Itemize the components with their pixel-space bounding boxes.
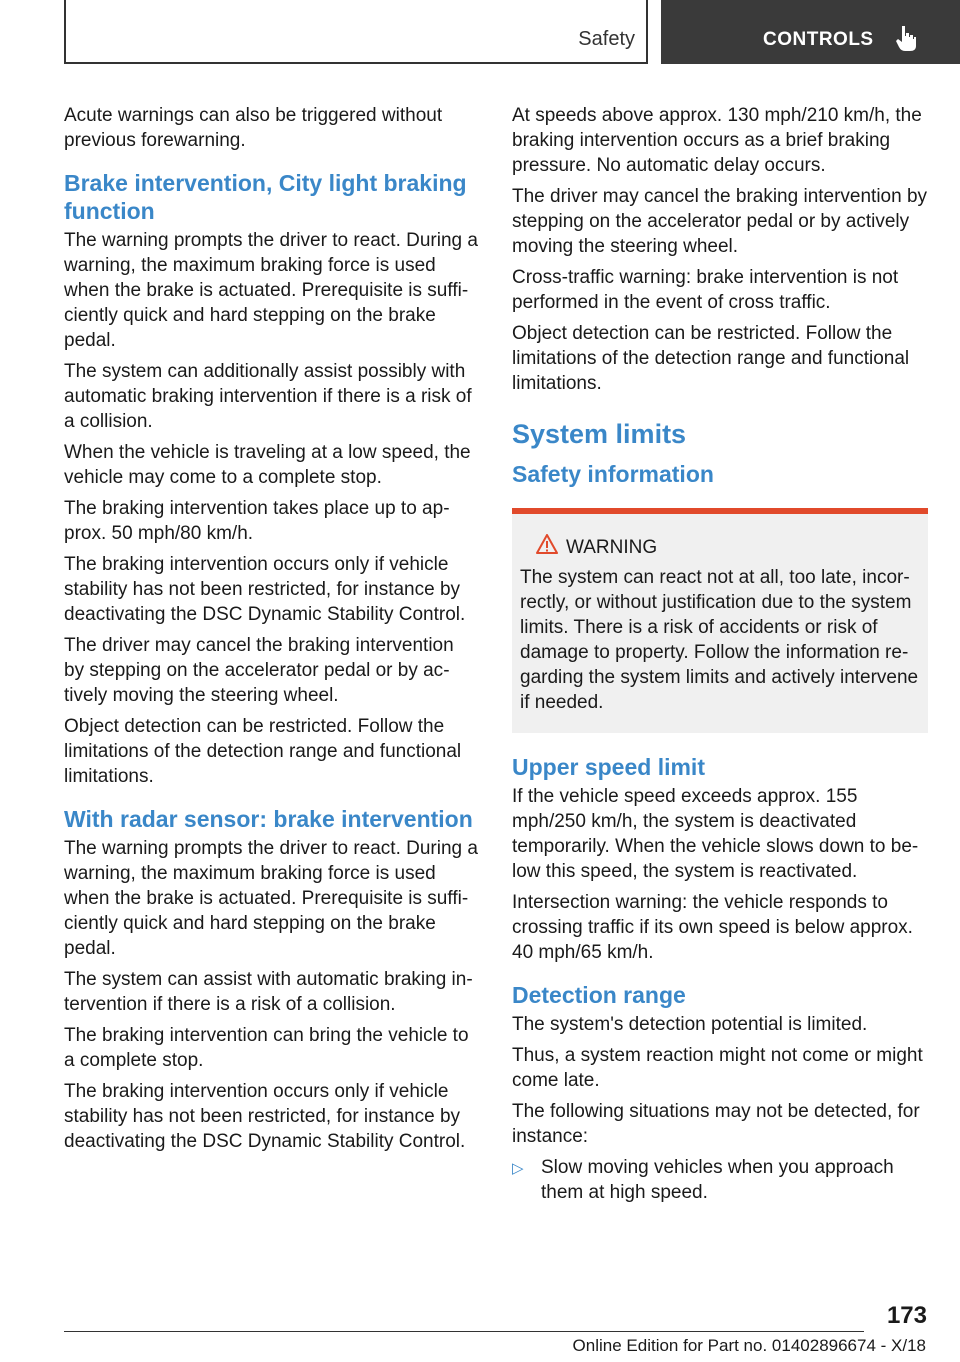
section-heading-radar-sensor: With radar sensor: brake intervention [64,806,473,832]
section-heading-detection-range: Detection range [512,982,686,1008]
paragraph: The following situations may not be detected, for instance: [512,1101,920,1147]
footer-edition-text: Online Edition for Part no. 01402896674 - X/18 [572,1336,926,1355]
section-heading-safety-information: Safety information [512,461,714,487]
paragraph: The braking intervention can bring the vehicle to a complete stop. [64,1025,469,1071]
paragraph: The braking intervention takes place up to approx. 50 mph/80 km/h. [64,498,450,544]
paragraph: The driver may cancel the braking intervention by stepping on the accelerator pedal or by actively moving the steering wheel. [512,186,928,257]
section-heading-upper-speed-limit: Upper speed limit [512,754,705,780]
bullet-triangle-icon: ▷ [512,1160,524,1177]
warning-label: WARNING [566,537,658,558]
paragraph: The system's detection potential is limited. [512,1014,868,1035]
chapter-tab-label: CONTROLS [763,29,874,50]
paragraph: The braking intervention occurs only if vehicle stability has not been restricted, for instance by deactivating the DSC Dynamic Stability Control. [64,554,466,625]
list-item [512,1155,928,1205]
paragraph: The warning prompts the driver to react. During a warning, the maximum braking force is used when the brake is actuated. Prerequisite is sufficiently quick and hard stepping on the brake pedal. [64,838,478,959]
chapter-heading-system-limits: System limits [512,419,687,449]
left-column [64,103,478,1160]
paragraph: Object detection can be restricted. Follow the limitations of the detection range and functional limitations. [512,323,910,394]
paragraph: Cross-traffic warning: brake intervention is not performed in the event of cross traffic. [512,267,899,313]
header-section-title: Safety [578,28,635,50]
warning-text: The system can react not at all, too late, incorrectly, or without justification due to the system limits. There is a risk of accidents or risk of damage to property. Follow the information regarding the system limits and actively intervene if needed. [520,567,919,713]
paragraph: Intersection warning: the vehicle responds to crossing traffic if its own speed is below approx. 40 mph/65 km/h. [512,892,913,963]
page-number: 173 [886,1302,927,1329]
list-item-text: Slow moving vehicles when you approach them at high speed. [541,1157,894,1203]
paragraph: At speeds above approx. 130 mph/210 km/h, the braking intervention occurs as a brief braking pressure. No automatic delay occurs. [512,105,922,176]
paragraph: The system can additionally assist possibly with automatic braking intervention if there is a risk of a collision. [64,361,472,432]
paragraph: The driver may cancel the braking intervention by stepping on the accelerator pedal or by actively moving the steering wheel. [64,635,454,706]
chapter-tab [661,0,960,64]
paragraph: The system can assist with automatic braking intervention if there is a risk of a collision. [64,969,473,1015]
footer-divider [64,1331,864,1332]
warning-box [512,508,928,733]
paragraph: The warning prompts the driver to react. During a warning, the maximum braking force is used when the brake is actuated. Prerequisite is sufficiently quick and hard stepping on the brake pedal. [64,230,478,351]
paragraph: When the vehicle is traveling at a low speed, the vehicle may come to a complete stop. [64,442,471,488]
paragraph: Thus, a system reaction might not come or might come late. [512,1045,923,1091]
paragraph: Object detection can be restricted. Follow the limitations of the detection range and functional limitations. [64,716,462,787]
pointing-hand-icon [895,24,917,57]
header-box [64,0,648,64]
paragraph: The braking intervention occurs only if vehicle stability has not been restricted, for instance by deactivating the DSC Dynamic Stability Control. [64,1081,466,1152]
warning-triangle-icon [536,534,558,561]
right-column [512,103,928,1205]
intro-paragraph: Acute warnings can also be triggered without previous forewarning. [64,105,443,151]
section-heading-brake-intervention: Brake intervention, City light braking function [64,170,467,224]
warning-title [520,534,920,561]
paragraph: If the vehicle speed exceeds approx. 155 mph/250 km/h, the system is deactivated temporarily. When the vehicle slows down to below this speed, the system is reactivated. [512,786,919,882]
